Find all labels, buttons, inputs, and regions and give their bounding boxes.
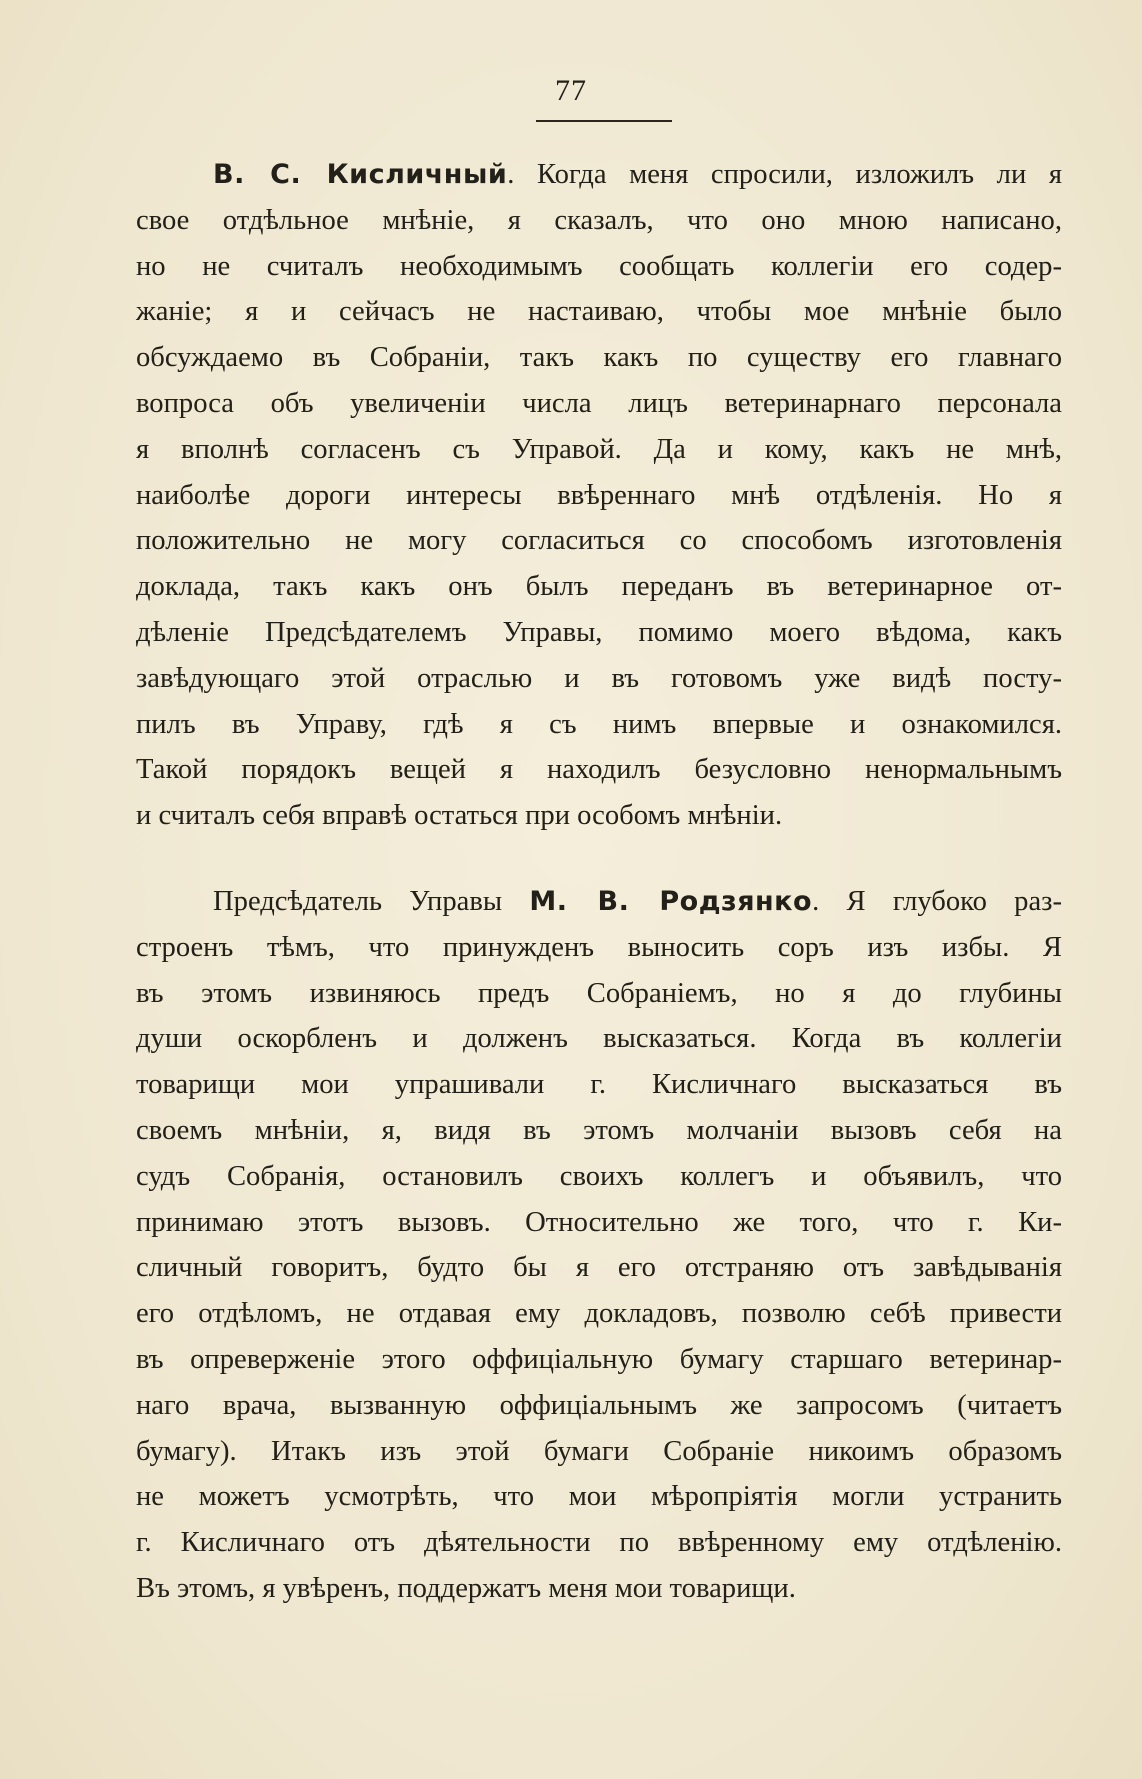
text-line: своемъ мнѣніи, я, видя въ этомъ молчаніи вызовъ себя на: [136, 1114, 1062, 1146]
text-line: г. Кисличнаго отъ дѣятельности по ввѣренному ему отдѣленію.: [136, 1527, 1062, 1559]
text-line: я вполнѣ согласенъ съ Управой. Да и кому, какъ не мнѣ,: [136, 433, 1062, 465]
text-line: въ этомъ извиняюсь предъ Собраніемъ, но я до глубины: [136, 977, 1062, 1009]
line-text: . Я глубоко раз-: [812, 886, 1062, 917]
text-line: наго врача, вызванную оффиціальнымъ же запросомъ (читаетъ: [136, 1389, 1062, 1421]
text-line: [136, 152, 1062, 198]
page-number-rule: [536, 120, 672, 122]
text-line: завѣдующаго этой отраслью и въ готовомъ уже видѣ посту-: [136, 662, 1062, 694]
text-line: вопроса объ увеличеніи числа лицъ ветеринарнаго персонала: [136, 387, 1062, 419]
text-line: и считалъ себя вправѣ остаться при особомъ мнѣніи.: [136, 800, 783, 832]
page-number: 77: [555, 74, 587, 107]
text-line: свое отдѣльное мнѣніе, я сказалъ, что оно мною написано,: [136, 204, 1062, 236]
text-line: въ опреверженіе этого оффиціальную бумагу старшаго ветеринар-: [136, 1343, 1062, 1375]
text-line: его отдѣломъ, не отдавая ему докладовъ, позволю себѣ привести: [136, 1298, 1062, 1330]
text-line: сличный говоритъ, будто бы я его отстраняю отъ завѣдыванія: [136, 1252, 1062, 1284]
text-line: Въ этомъ, я увѣренъ, поддержатъ меня мои товарищи.: [136, 1572, 796, 1604]
text-line: жаніе; я и сейчасъ не настаиваю, чтобы мое мнѣніе было: [136, 296, 1062, 328]
speaker-name: М. В. Родзянко: [529, 886, 813, 917]
text-line: бумагу). Итакъ изъ этой бумаги Собраніе никоимъ образомъ: [136, 1435, 1062, 1467]
text-line: но не считалъ необходимымъ сообщать коллегіи его содер-: [136, 250, 1062, 282]
text-line: Такой порядокъ вещей я находилъ безусловно ненормальнымъ: [136, 754, 1062, 786]
text-line: положительно не могу согласиться со способомъ изготовленія: [136, 525, 1062, 557]
text-line: судъ Собранія, остановилъ своихъ коллегъ и объявилъ, что: [136, 1160, 1062, 1192]
text-line: обсуждаемо въ Собраніи, такъ какъ по существу его главнаго: [136, 342, 1062, 374]
text-line: не можетъ усмотрѣть, что мои мѣропріятія могли устранить: [136, 1481, 1062, 1513]
text-line: строенъ тѣмъ, что принужденъ выносить соръ изъ избы. Я: [136, 931, 1062, 963]
text-line: товарищи мои упрашивали г. Кисличнаго высказаться въ: [136, 1069, 1062, 1101]
line-text: Предсѣдатель Управы: [213, 886, 530, 917]
text-line: дѣленіе Предсѣдателемъ Управы, помимо моего вѣдома, какъ: [136, 616, 1062, 648]
speaker-name: В. С. Кисличный: [213, 159, 508, 190]
text-line: души оскорбленъ и долженъ высказаться. Когда въ коллегіи: [136, 1023, 1062, 1055]
paragraph-rodzyanko: [136, 879, 1062, 1612]
text-line: доклада, такъ какъ онъ былъ переданъ въ ветеринарное от-: [136, 571, 1062, 603]
paragraph-kislichny: [136, 152, 1062, 839]
text-line: пилъ въ Управу, гдѣ я съ нимъ впервые и ознакомился.: [136, 708, 1062, 740]
line-text: . Когда меня спросили, изложилъ ли я: [507, 159, 1062, 190]
text-line: принимаю этотъ вызовъ. Относительно же того, что г. Ки-: [136, 1206, 1062, 1238]
text-line: наиболѣе дороги интересы ввѣреннаго мнѣ отдѣленія. Но я: [136, 479, 1062, 511]
text-line: [136, 879, 1062, 925]
